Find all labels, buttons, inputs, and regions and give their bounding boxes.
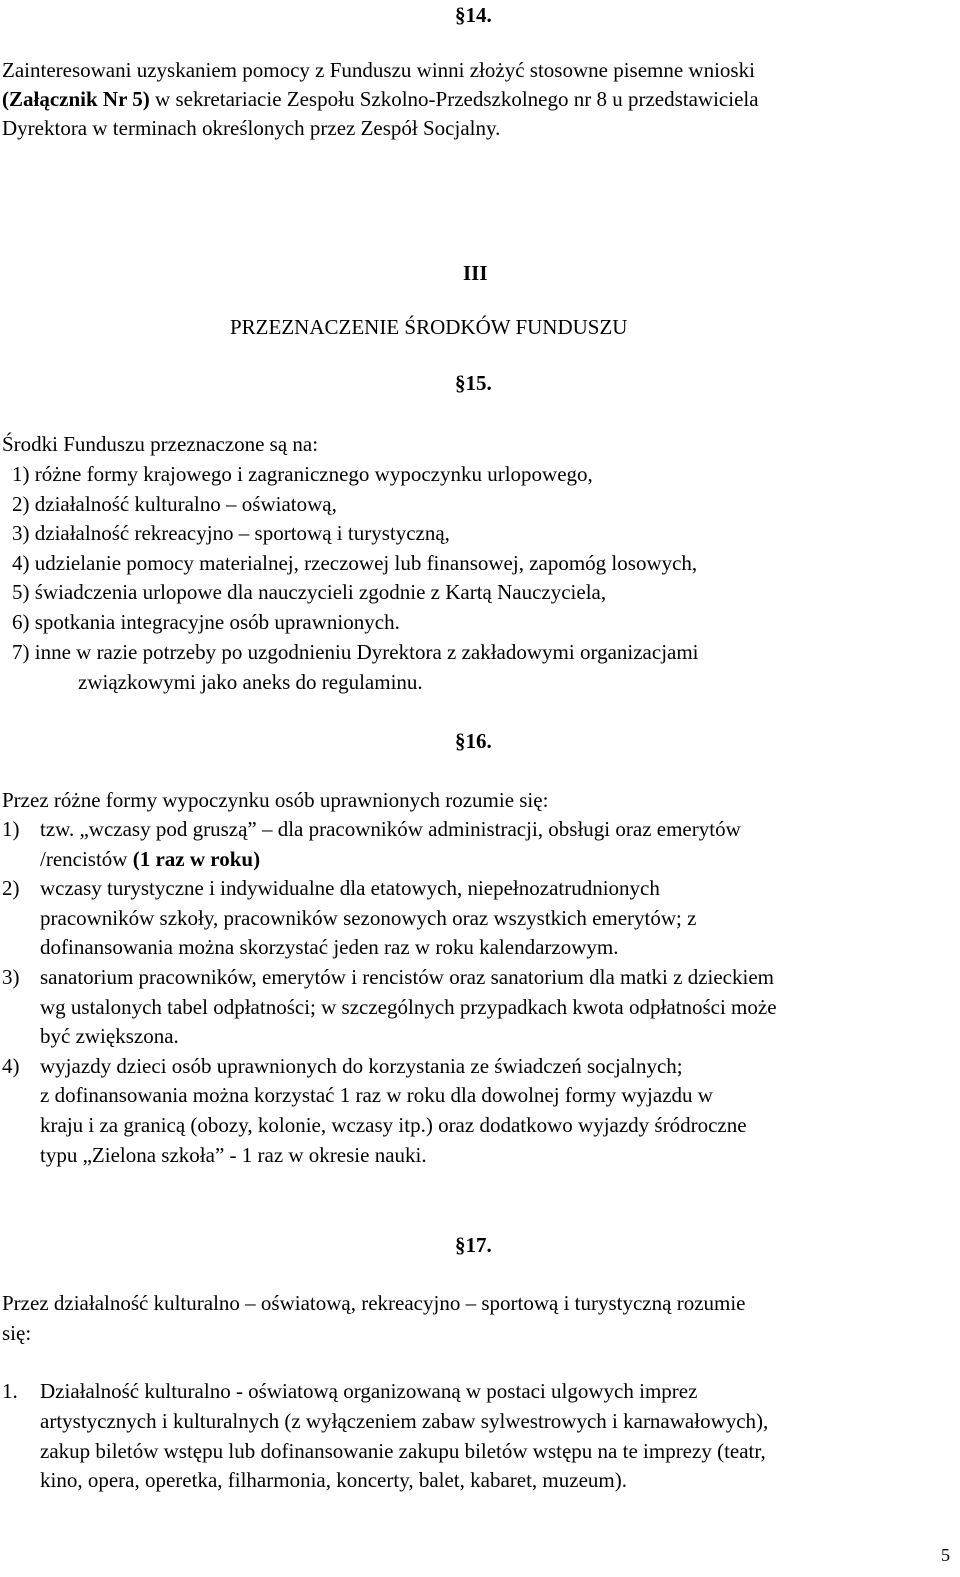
s16-item-4-line-2: z dofinansowania można korzystać 1 raz w roku dla dowolnej formy wyjazdu w xyxy=(40,1083,713,1107)
s15-item-7-line-1: 7) inne w razie potrzeby po uzgodnieniu Dyrektora z zakładowymi organizacjami xyxy=(12,640,699,664)
section-heading-17: §17. xyxy=(455,1233,492,1257)
s15-item-6: 6) spotkania integracyjne osób uprawnionych. xyxy=(12,610,400,634)
s16-item-2-line-1: wczasy turystyczne i indywidualne dla etatowych, niepełnozatrudnionych xyxy=(40,876,660,900)
s16-item-3-line-2: wg ustalonych tabel odpłatności; w szczególnych przypadkach kwota odpłatności może xyxy=(40,995,777,1019)
s16-item-2-line-3: dofinansowania można skorzystać jeden raz w roku kalendarzowym. xyxy=(40,935,619,959)
s16-item-3-number: 3) xyxy=(2,965,20,989)
s16-intro: Przez różne formy wypoczynku osób uprawnionych rozumie się: xyxy=(2,788,549,812)
s17-item-1-line-4: kino, opera, operetka, filharmonia, koncerty, balet, kabaret, muzeum). xyxy=(40,1468,627,1492)
s15-intro: Środki Funduszu przeznaczone są na: xyxy=(2,432,319,456)
section-heading-15: §15. xyxy=(455,371,492,395)
s16-item-4-line-4: typu „Zielona szkoła” - 1 raz w okresie nauki. xyxy=(40,1143,427,1167)
s16-item-3-line-1: sanatorium pracowników, emerytów i rencistów oraz sanatorium dla matki z dzieckiem xyxy=(40,965,774,989)
s14-line-1: Zainteresowani uzyskaniem pomocy z Funduszu winni złożyć stosowne pisemne wnioski xyxy=(2,58,755,82)
chapter-title: PRZEZNACZENIE ŚRODKÓW FUNDUSZU xyxy=(230,315,628,339)
s15-item-7-line-2: związkowymi jako aneks do regulaminu. xyxy=(78,670,423,694)
s16-item-1-line-1: tzw. „wczasy pod gruszą” – dla pracowników administracji, obsługi oraz emerytów xyxy=(40,817,741,841)
s17-intro-line-2: się: xyxy=(2,1321,32,1345)
s15-item-3: 3) działalność rekreacyjno – sportową i turystyczną, xyxy=(12,521,450,545)
s16-item-4-line-1: wyjazdy dzieci osób uprawnionych do korzystania ze świadczeń socjalnych; xyxy=(40,1054,683,1078)
s16-item-2-number: 2) xyxy=(2,876,20,900)
s17-item-1-number: 1. xyxy=(2,1379,18,1403)
s14-line-3: Dyrektora w terminach określonych przez Zespół Socjalny. xyxy=(2,116,501,140)
s16-item-4-number: 4) xyxy=(2,1054,20,1078)
s17-item-1-line-2: artystycznych i kulturalnych (z wyłączeniem zabaw sylwestrowych i karnawałowych), xyxy=(40,1409,769,1433)
s15-item-4: 4) udzielanie pomocy materialnej, rzeczowej lub finansowej, zapomóg losowych, xyxy=(12,551,698,575)
page-number: 5 xyxy=(941,1545,950,1565)
s16-item-3-line-3: być zwiększona. xyxy=(40,1024,179,1048)
chapter-number: III xyxy=(463,261,488,285)
s16-item-1-number: 1) xyxy=(2,817,20,841)
s16-item-1-line-2: /rencistów (1 raz w roku) xyxy=(40,847,261,871)
s15-item-2: 2) działalność kulturalno – oświatową, xyxy=(12,492,337,516)
s14-line-2-text: w sekretariacie Zespołu Szkolno-Przedszkolnego nr 8 u przedstawiciela xyxy=(149,87,759,111)
section-heading-16: §16. xyxy=(455,729,492,753)
s17-item-1-line-3: zakup biletów wstępu lub dofinansowanie zakupu biletów wstępu na te imprezy (teatr, xyxy=(40,1439,766,1463)
s16-item-2-line-2: pracowników szkoły, pracowników sezonowych oraz wszystkich emerytów; z xyxy=(40,906,697,930)
frequency-note: (1 raz w roku) xyxy=(132,847,261,871)
annex-reference: (Załącznik Nr 5) xyxy=(2,87,150,111)
s17-item-1-line-1: Działalność kulturalno - oświatową organizowaną w postaci ulgowych imprez xyxy=(40,1379,698,1403)
s17-intro-line-1: Przez działalność kulturalno – oświatową, rekreacyjno – sportową i turystyczną rozumie xyxy=(2,1291,746,1315)
s15-item-1: 1) różne formy krajowego i zagranicznego wypoczynku urlopowego, xyxy=(12,462,593,486)
section-heading-14: §14. xyxy=(455,3,492,27)
s15-item-5: 5) świadczenia urlopowe dla nauczycieli zgodnie z Kartą Nauczyciela, xyxy=(12,580,607,604)
s16-item-4-line-3: kraju i za granicą (obozy, kolonie, wczasy itp.) oraz dodatkowo wyjazdy śródroczne xyxy=(40,1113,747,1137)
s14-line-2 xyxy=(2,84,759,114)
